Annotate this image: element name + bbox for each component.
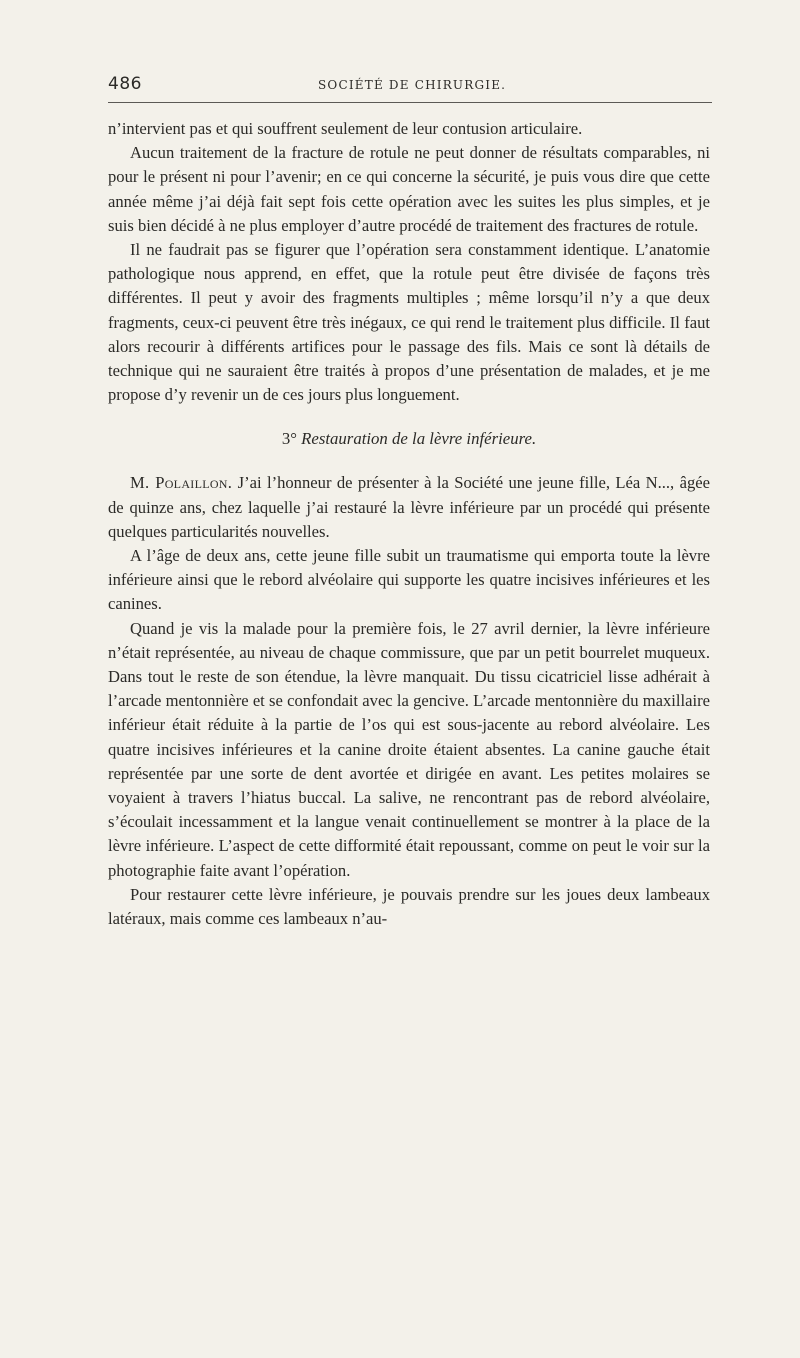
paragraph-continuation: n’intervient pas et qui souffrent seulement de leur contusion articulaire. [108,119,583,138]
running-head [108,74,712,98]
speaker-name: M. Polaillon. [130,473,233,493]
paragraph-presentation-text: J’ai l’honneur de présenter à la Société une jeune fille, Léa N..., âgée de quinze ans, chez laquelle j’ai restauré la lèvre inférieure par un procédé qui présente quelques particularités nouvelles. [108,473,710,541]
running-title: SOCIÉTÉ DE CHIRURGIE. [318,78,507,92]
paragraph-restoration: Pour restaurer cette lèvre inférieure, je pouvais prendre sur les joues deux lambeaux latéraux, mais comme ces lambeaux n’au- [108,884,710,929]
section-heading [108,427,710,451]
header-rule [108,102,712,103]
page-number: 486 [108,74,142,94]
paragraph-pathological-anatomy: Il ne faudrait pas se figurer que l’opération sera constamment identique. L’anatomie pathologique nous apprend, en effet, que la rotule peut être divisée de façons très différentes. Il peut y avoir des fragments multiples ; même lorsqu’il n’y a que deux fragments, ceux-ci peuvent être très inégaux, ce qui rend le traitement plus difficile. Il faut alors recourir à différents artifices pour le passage des fils. Mais ce sont là détails de technique qui ne sauraient être traités à propos d’une présentation de malades, et je me propose d’y revenir un de ces jours plus longuement. [108,240,710,405]
paragraph-examination: Quand je vis la malade pour la première fois, le 27 avril dernier, la lèvre inférieure n’était représentée, au niveau de chaque commissure, que par un petit bourrelet muqueux. Dans tout le reste de son étendue, la lèvre manquait. Du tissu cicatriciel lisse adhérait à l’arcade mentonnière et se confondait avec la gencive. L’arcade mentonnière du maxillaire inférieur était réduite à la partie de l’os qui est sous-jacente au rebord alvéolaire. Les quatre incisives inférieures et la canine droite étaient absentes. La canine gauche était représentée par une sorte de dent avortée et dirigée en avant. Les petites molaires se voyaient à travers l’hiatus buccal. La salive, ne rencontrant pas de rebord alvéolaire, s’écoulait incessamment et la langue venait continuellement se montrer à la place de la lèvre inférieure. L’aspect de cette difformité était repoussant, comme on peut le voir sur la photographie faite avant l’opération. [108,618,710,880]
section-number: 3° [281,429,297,449]
paragraph-presentation [108,471,710,544]
paragraph-treatment-results: Aucun traitement de la fracture de rotule ne peut donner de résultats comparables, ni pour le présent ni pour l’avenir; en ce qui concerne la sécurité, je puis vous dire que cette année même j’ai déjà fait sept fois cette opération avec les suites les plus simples, et je suis bien décidé à ne plus employer d’autre procédé de traitement des fractures de rotule. [108,143,710,235]
section-title: Restauration de la lèvre inférieure. [301,429,537,449]
body-text [108,117,710,931]
paragraph-trauma-history: A l’âge de deux ans, cette jeune fille subit un traumatisme qui emporta toute la lèvre inférieure ainsi que le rebord alvéolaire qui supporte les quatre incisives inférieures et les canines. [108,546,710,614]
